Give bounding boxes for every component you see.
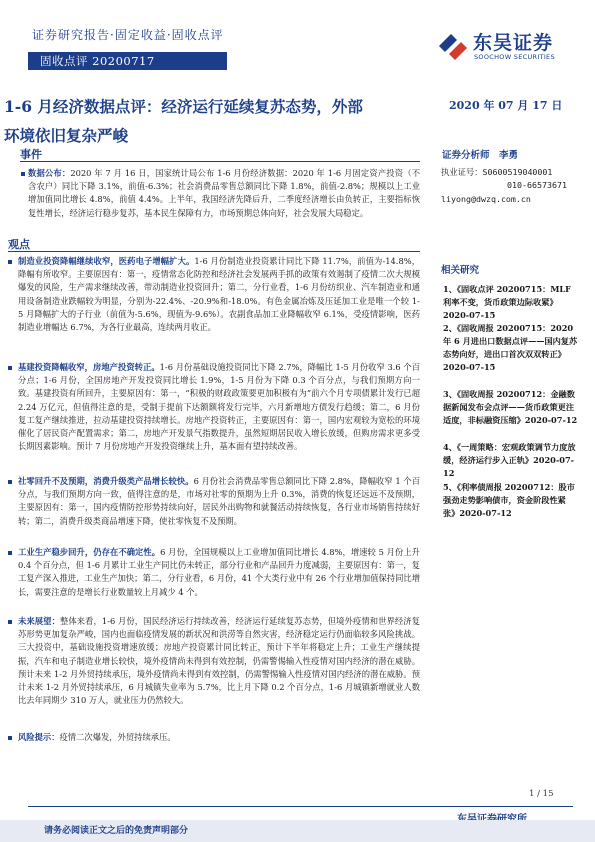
footer-disclaimer: 请务必阅读正文之后的免责声明部分 [44,826,189,836]
view-text: 整体来看，1-6 月份，国民经济运行持续改善，经济运行延续复苏态势，但境外疫情和世界经济复苏形势更加复杂严峻，国内也面临疫情发展的新状况和洪涝等自然灾害，经济稳定运行仍面临较多风险挑战。三大投资中，基础设施投资增速放缓；房地产投资累计同比转正，预计下半年将稳定上升；工业生产继续提振，汽车和电子制造业增长较快，境外疫情尚未得到有效控制，仍需警惕输入性疫情对国内经济的潜在威胁。预计未来 1-2 月外贸持续承压，境外疫情尚未得到有效控制，仍需警惕输入性疫情对国内经济的潜在威胁。预计未来 1-2 月外贸持续承压，6 月城镇失业率为 5.7%，比上月下降 0.2 个百分点，1-6 月城镇新增就业人数比去年同期少 310 万人，就业压力仍然较大。 [18,616,420,706]
event-paragraph [28,167,420,220]
related-research-heading: 相关研究 [441,265,480,276]
report-category: 证券研究报告·固定收益·固收点评 [32,28,224,42]
event-divider [20,161,420,162]
view-paragraph-manufacturing [18,255,420,334]
analyst-name: 证券分析师 李勇 [442,150,519,161]
view-highlight: 风险提示： [18,732,60,742]
view-bullet [8,260,12,264]
report-title-line1: 1-6 月经济数据点评：经济运行延续复苏态势，外部 [4,97,363,116]
related-research-item[interactable]: 3、《固收周报 20200712：金融数据新闻发布会点评——货币政策更注适度，非标融资压缩》2020-07-12 [443,389,578,425]
view-paragraph-industry [18,546,420,599]
view-highlight: 未来展望： [18,616,60,626]
page-number: 1 / 15 [529,789,554,799]
analyst-phone: 010-66573671 [507,180,567,190]
view-bullet [8,551,12,555]
view-text: 疫情二次爆发，外贸持续承压。 [59,732,176,742]
logo-text-en: SOOCHOW SECURITIES [474,53,555,61]
related-research-item[interactable]: 5、《利率债周报 20200712：股市强劲走势影响债市，资金阶段性紧张》2020-07-12 [443,482,575,518]
related-research-item[interactable]: 4、《一周策略：宏观政策调节力度放缓，经济运行步入正轨》2020-07-12 [443,442,576,478]
view-bullet [8,620,12,624]
view-highlight: 基建投资降幅收窄，房地产投资转正。 [18,362,160,372]
logo-text-cn: 东吴证券 [473,32,554,54]
report-title-line2: 环境依旧复杂严峻 [4,126,129,145]
view-paragraph-outlook [18,615,420,707]
view-bullet [8,736,12,740]
related-research-item[interactable]: 2、《固收周报 20200715：2020 年 6 月进出口数据点评——国内复苏态势向好，进出口首次双双转正》2020-07-15 [443,323,578,372]
view-highlight: 制造业投资降幅继续收窄，医药电子增幅扩大。 [18,256,195,266]
footer-divider [28,806,573,807]
series-tag: 固收点评 20200717 [40,54,155,68]
view-highlight: 社零回升不及预期，消费升级类产品增长较快。 [18,476,194,486]
event-bullet [21,172,25,176]
view-paragraph-retail [18,475,420,528]
view-bullet [8,480,12,484]
view-text: 1-6 月份制造业投资累计同比下降 11.7%，前值为-14.8%，降幅有所收窄。主要原因有：第一，疫情常态化防控和经济社会发展两手抓的政策有效遏制了疫情二次大规模爆发的风险，生产需求继续改善，带动制造业投资回升；第二，分行业看，1-6 月份纺织业、汽车制造业和通用设备制造业跌幅较为明显，分别为-22.4%、-20.9%和-18.0%。有色金属冶炼及压延加工业是唯一个较 1-5 月降幅扩大的子行业（前值为-5.6%，现值为-9.6%）。农副食品加工业降幅收窄 6.1%，受疫情影响，医药制造业增幅达 6.7%，为各行业最高，连续两月收正。 [18,256,420,333]
report-date: 2020 年 07 月 17 日 [449,99,563,112]
view-text: 1-6 月份基础设施投资同比下降 2.7%，降幅比 1-5 月份收窄 3.6 个百分点；1-6 月份，全国房地产开发投资同比增长 1.9%，1-5 月份为下降 0.3 个百分点，与我们预期方向一致。基建投资有所回升，主要原因有：第一，“积极的财政政策要更加积极有为”前六个月专项债累计发行已超 2.24 万亿元，但值得注意的是，受制于提前下达额额将发行完毕，六月新增地方债发行趋缓；第二，6 月份复工复产继续推进，拉动基建投资持续增长。房地产投资转正，主要原因有：第一，国内宏观较为宽松的环境催化了居民资产配置需求；第二，房地产开发景气指数提升，虽然短期居民收入增长放缓，但购房需求更多受长期因素影响。预计 7 月份房地产开发投资继续上升，基本面有望持续改善。 [18,362,420,452]
event-heading: 事件 [20,148,42,161]
views-heading: 观点 [8,238,30,251]
view-text: 6 月份社会消费品零售总额同比下降 2.8%，降幅收窄 1 个百分点，与我们预期方向一致，值得注意的是，市场对社零的预期为上升 0.3%，消费的恢复还远远不及预期，主要原因有：第一，国内疫情防控形势持续向好，居民外出购物和就餐活动持续恢复，各行业市场销售持续好转；第二，消费升级类商品增速下降，使社零恢复不及预期。 [18,476,420,526]
view-highlight: 工业生产稳步回升，仍存在不确定性。 [18,547,161,557]
analyst-license: 执业证号：S0600519040001 [441,167,553,177]
event-label: 数据公布： [28,168,71,178]
view-bullet [8,366,12,370]
event-text: 2020 年 7 月 16 日，国家统计局公布 1-6 月份经济数据：2020 年 1-6 月固定资产投资（不含农户）同比下降 3.1%，前值-6.3%；社会消费品零售总额同比下降 1.8%，前值-2.8%；规模以上工业增加值同比增长 4.8%，前值 4.4%。上半年，我国经济先降后升，二季度经济增长由负转正，主要指标恢复性增长，经济运行稳步复苏，基本民生保障有力，市场预期总体向好，社会发展大局稳定。 [28,168,420,218]
soochow-logo [437,28,563,68]
views-divider [8,251,420,252]
soochow-logo-mark-icon [437,32,469,60]
view-paragraph-risk [18,731,420,744]
report-title [4,92,424,150]
view-text: 6 月份，全国规模以上工业增加值同比增长 4.8%，增速较 5 月份上升 0.4 个百分点，但 1-6 月累计工业生产同比仍未转正，部分行业和产品回升力度减弱，主要原因有：第一，复工复产深入推进，工业生产加快；第二，分行业看，6 月份，41 个大类行业中有 26 个行业增加值保持同比增长，需要注意的是增长行业数量较上月减少 4 个。 [18,547,421,597]
analyst-email[interactable]: liyong@dwzq.com.cn [441,194,531,204]
related-research-item[interactable]: 1、《固收点评 20200715：MLF 利率不变，货币政策边际收紧》2020-07-15 [443,284,571,320]
view-paragraph-infrastructure [18,361,420,453]
